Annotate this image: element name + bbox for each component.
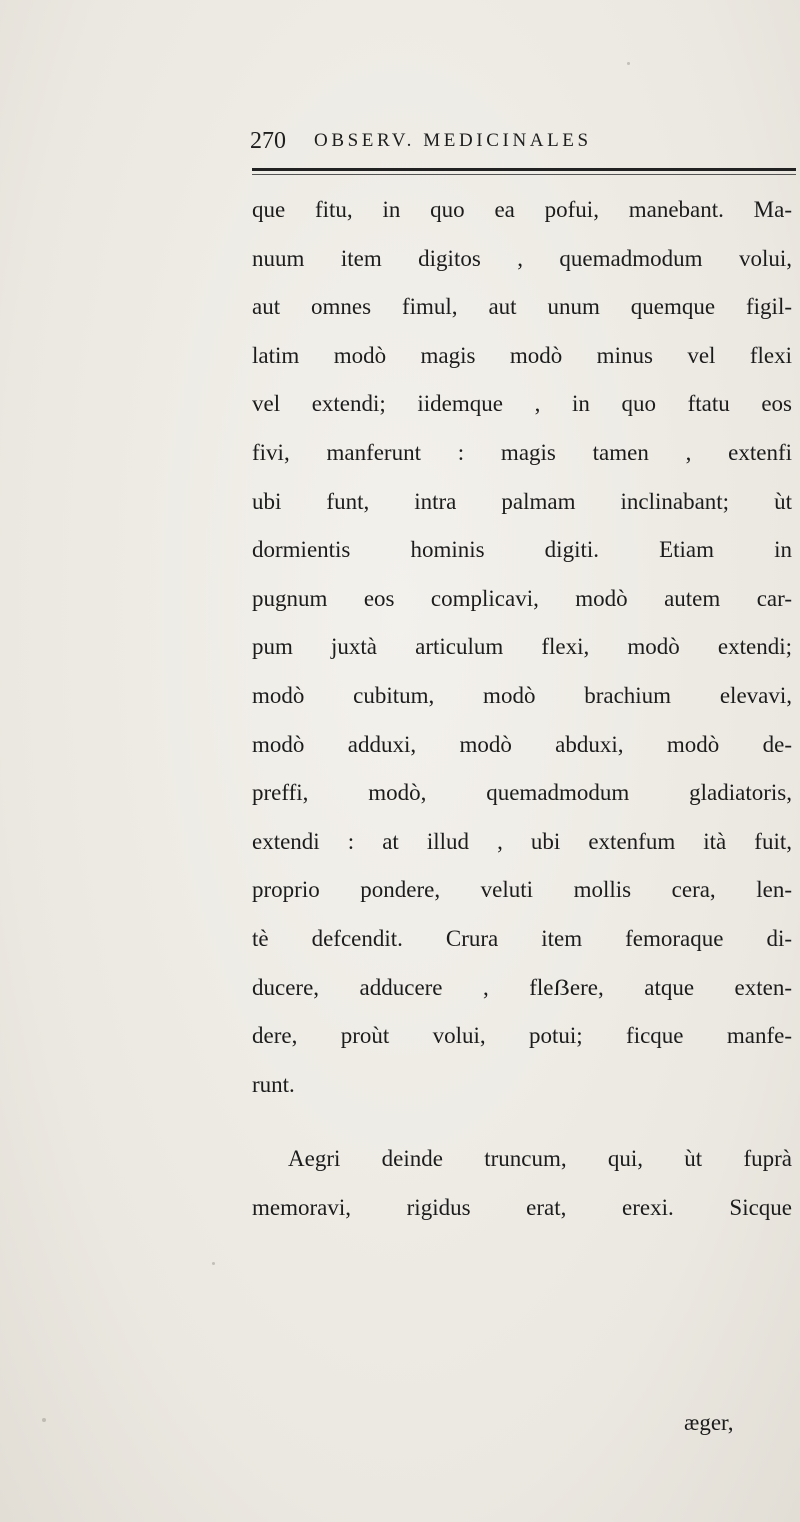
text-line: aut omnes fimul, aut unum quemque figil- xyxy=(252,294,792,320)
text-line: Aegri deinde truncum, qui, ùt fuprà xyxy=(288,1146,792,1172)
page-number: 270 xyxy=(250,128,286,154)
text-line: vel extendi; iidemque , in quo ftatu eos xyxy=(252,391,792,417)
text-line: que fitu, in quo ea pofui, manebant. Ma- xyxy=(252,197,792,222)
text-line: modò adduxi, modò abduxi, modò de- xyxy=(252,731,792,757)
text-line: runt. xyxy=(252,1071,295,1097)
text-line: fivi, manferunt : magis tamen , extenfi xyxy=(252,439,792,465)
text-line: preffi, modò, quemadmodum gladiatoris, xyxy=(252,780,792,806)
text-line: modò cubitum, modò brachium elevavi, xyxy=(252,682,792,708)
text-line: extendi : at illud , ubi extenfum ità fuit, xyxy=(252,828,792,854)
paragraph-gap xyxy=(252,1109,792,1135)
header-rule-thin xyxy=(252,174,796,175)
page-header xyxy=(250,128,790,158)
catchword: æger, xyxy=(684,1410,734,1435)
text-line: ubi funt, intra palmam inclinabant; ùt xyxy=(252,488,792,514)
header-rule xyxy=(252,168,796,171)
text-line: tè defcendit. Crura item femoraque di- xyxy=(252,925,792,951)
text-line: pugnum eos complicavi, modò autem car- xyxy=(252,585,792,611)
paper-speck xyxy=(627,62,630,65)
text-line: memoravi, rigidus erat, erexi. Sicque xyxy=(252,1194,792,1220)
text-line: proprio pondere, veluti mollis cera, len- xyxy=(252,877,792,903)
body-text xyxy=(252,186,792,1232)
text-line: latim modò magis modò minus vel flexi xyxy=(252,342,792,368)
paper-speck xyxy=(42,1418,46,1422)
text-line: ducere, adducere , fleẞere, atque exten- xyxy=(252,974,792,1000)
paper-speck xyxy=(212,1262,215,1265)
text-line: nuum item digitos , quemadmodum volui, xyxy=(252,245,792,271)
running-title: OBSERV. MEDICINALES xyxy=(314,130,592,151)
text-line: pum juxtà articulum flexi, modò extendi; xyxy=(252,634,792,660)
text-line: dere, proùt volui, potui; ficque manfe- xyxy=(252,1023,792,1049)
text-line: dormientis hominis digiti. Etiam in xyxy=(252,537,792,563)
